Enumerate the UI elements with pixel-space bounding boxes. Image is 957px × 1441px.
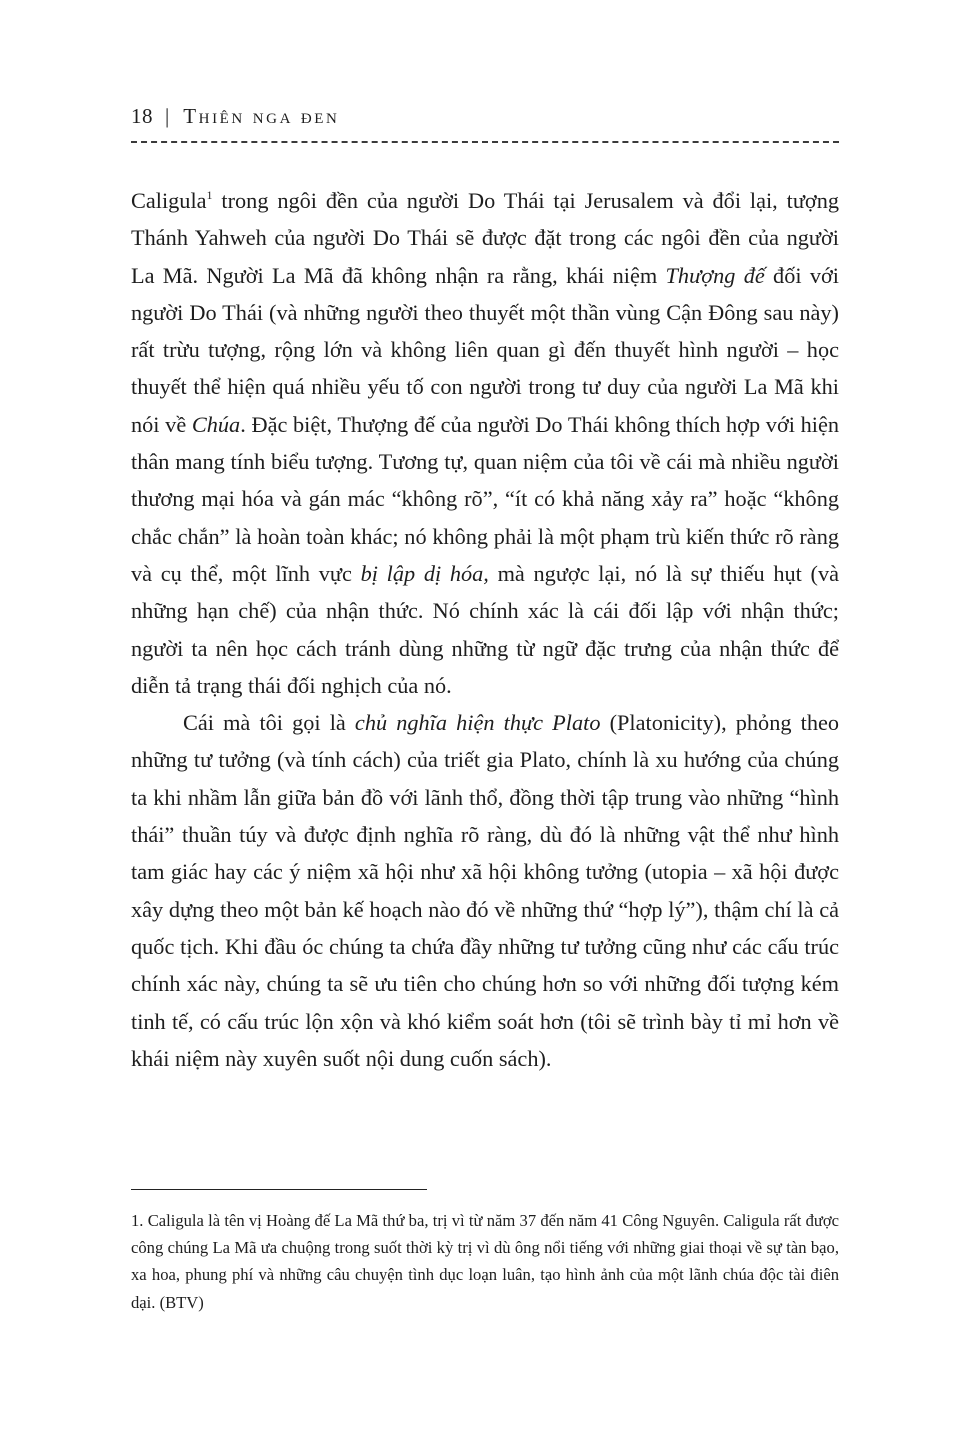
- header-separator: |: [165, 104, 170, 128]
- header-dashed-rule: [131, 141, 839, 143]
- text-run: đối với người Do Thái (và những người theo thuyết một thần vùng Cận Đông sau này) rất trừu tượng, rộng lớn và không liên quan gì đến thuyết hình người – học thuyết thể hiện quá nhiều yếu tố con người trong tư duy của người La Mã khi nói về: [131, 262, 839, 437]
- italic-run: bị lập dị hóa,: [360, 560, 489, 586]
- running-header: [131, 100, 839, 140]
- footnote-text: 1. Caligula là tên vị Hoàng đế La Mã thứ ba, trị vì từ năm 37 đến năm 41 Công Nguyên. Caligula rất được công chúng La Mã ưa chuộng trong suốt thời kỳ trị vì dù ông nổi tiếng với những giai thoại về sự tàn bạo, xa hoa, phung phí và những câu chuyện tình dục loạn luân, tạo hình ảnh của một lãnh chúa độc tài điên dại. (BTV): [131, 1211, 839, 1312]
- text-run: trong ngôi đền của người Do Thái tại Jerusalem và đổi lại, tượng Thánh Yahweh của người Do Thái sẽ được đặt trong các ngôi đền của người La Mã. Người La Mã đã không nhận ra rằng, khái niệm: [131, 188, 839, 288]
- paragraph-1: [131, 182, 839, 704]
- text-run: (Platonicity), phỏng theo những tư tưởng (và tính cách) của triết gia Plato, chính là xu hướng của chúng ta khi nhầm lẫn giữa bản đồ với lãnh thổ, đồng thời tập trung vào những “hình thái” thuần túy và được định nghĩa rõ ràng, dù đó là những vật thể như hình tam giác hay các ý niệm xã hội như xã hội không tưởng (utopia – xã hội được xây dựng theo một bản kế hoạch nào đó về những thứ “hợp lý”), thậm chí là cả quốc tịch. Khi đầu óc chúng ta chứa đầy những tư tưởng cũng như các cấu trúc chính xác này, chúng ta sẽ ưu tiên cho chúng hơn so với những đối tượng kém tinh tế, có cấu trúc lộn xộn và khó kiểm soát hơn (tôi sẽ trình bày tỉ mỉ hơn về khái niệm này xuyên suốt nội dung cuốn sách).: [131, 710, 840, 1071]
- paragraph-2: [131, 704, 839, 1077]
- text-run: . Đặc biệt, Thượng đế của người Do Thái không thích hợp với hiện thân mang tính biểu tượng. Tương tự, quan niệm của tôi về cái mà nhiều người thương mại hóa và gán mác “không rõ”, “ít có khả năng xảy ra” hoặc “không chắc chắn” là hoàn toàn khác; nó không phải là một phạm trù kiến thức rõ ràng và cụ thể, một lĩnh vực: [131, 411, 839, 586]
- body-text: [131, 182, 839, 1077]
- text-run: mà ngược lại, nó là sự thiếu hụt (và những hạn chế) của nhận thức. Nó chính xác là cái đối lập với nhận thức; người ta nên học cách tránh dùng những từ ngữ đặc trưng của nhận thức để diễn tả trạng thái đối nghịch của nó.: [131, 560, 840, 698]
- book-title: Thiên nga đen: [183, 104, 340, 128]
- footnote-ref: 1: [206, 188, 213, 202]
- text-run: Caligula: [131, 188, 207, 213]
- footnote-rule: [131, 1189, 427, 1190]
- page-number: 18: [131, 104, 153, 128]
- italic-run: Thượng đế: [665, 262, 765, 288]
- italic-run: chủ nghĩa hiện thực Plato: [354, 710, 601, 736]
- italic-run: Chúa: [191, 411, 241, 437]
- footnote: [131, 1207, 839, 1316]
- text-run: Cái mà tôi gọi là: [183, 710, 355, 736]
